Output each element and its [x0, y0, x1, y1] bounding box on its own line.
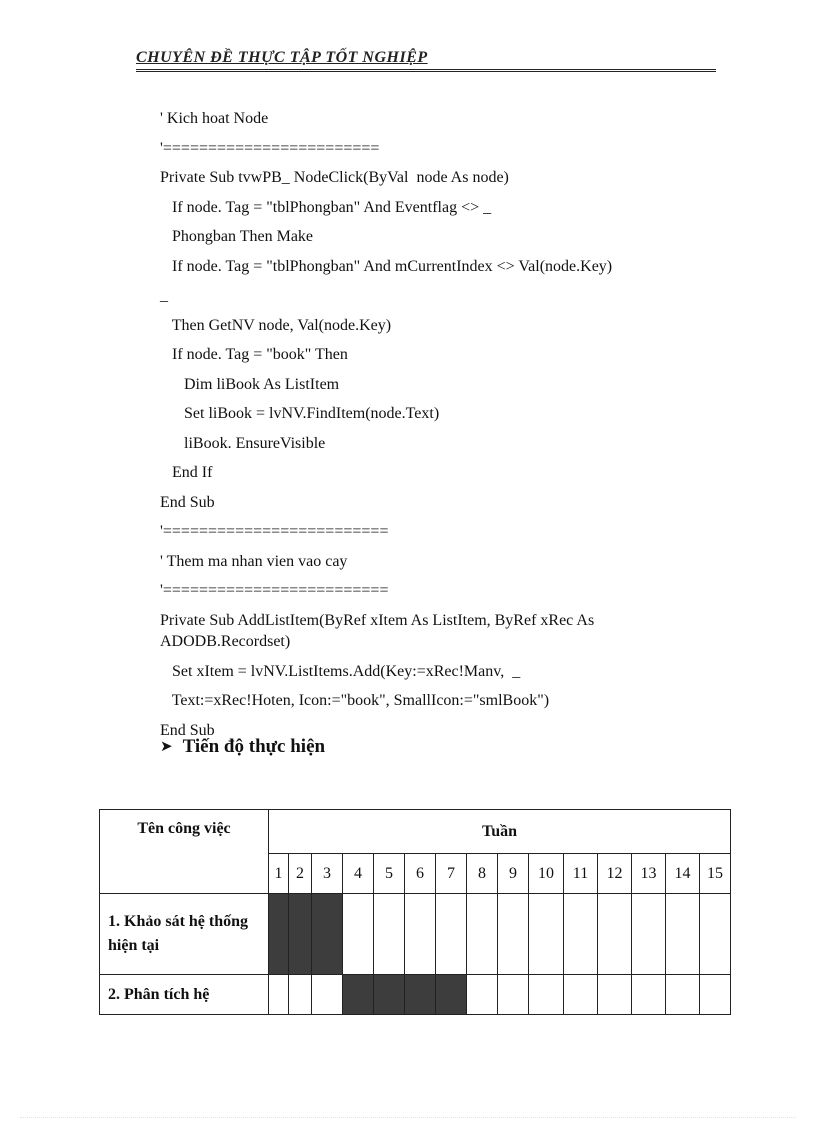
- week-number-cell: 12: [598, 854, 632, 894]
- table-row: [100, 975, 731, 1015]
- gantt-empty-cell: [289, 975, 312, 1015]
- code-block: [160, 104, 720, 745]
- week-number-cell: 5: [374, 854, 405, 894]
- section-title: Tiến độ thực hiện: [182, 736, 326, 757]
- week-number-cell: 6: [405, 854, 436, 894]
- code-line: If node. Tag = "book" Then: [160, 346, 348, 363]
- code-line: Dim liBook As ListItem: [160, 375, 340, 393]
- code-line: '=========================: [160, 523, 389, 540]
- gantt-bar-cell: [436, 975, 467, 1015]
- gantt-empty-cell: [598, 975, 632, 1015]
- gantt-bar-cell: [405, 975, 436, 1015]
- week-number-cell: 2: [289, 854, 312, 894]
- weeks-header: Tuần: [269, 810, 731, 854]
- schedule-table: [99, 809, 731, 1015]
- code-line: Private Sub AddListItem(ByRef xItem As ListItem, ByRef xRec As ADODB.Recordset): [160, 611, 595, 650]
- page-header: [136, 48, 716, 68]
- gantt-empty-cell: [598, 894, 632, 975]
- week-number-cell: 13: [632, 854, 666, 894]
- gantt-empty-cell: [436, 894, 467, 975]
- gantt-empty-cell: [467, 975, 498, 1015]
- code-line: Phongban Then Make: [160, 228, 314, 245]
- table-row: [100, 894, 731, 975]
- gantt-empty-cell: [405, 894, 436, 975]
- header-title: CHUYÊN ĐỀ THỰC TẬP TỐT NGHIỆP: [136, 49, 428, 66]
- arrow-bullet-icon: ➤: [160, 737, 173, 755]
- footer-divider: [20, 1117, 796, 1118]
- code-line: ' Them ma nhan vien vao cay: [160, 552, 348, 570]
- gantt-empty-cell: [529, 894, 564, 975]
- code-line: Private Sub tvwPB_ NodeClick(ByVal node As node): [160, 169, 509, 186]
- gantt-empty-cell: [312, 975, 343, 1015]
- gantt-bar-cell: [312, 894, 343, 975]
- week-number-cell: 10: [529, 854, 564, 894]
- code-line: If node. Tag = "tblPhongban" And mCurrentIndex <> Val(node.Key): [160, 257, 613, 275]
- header-rule: [136, 69, 716, 72]
- gantt-empty-cell: [374, 894, 405, 975]
- week-number-cell: 7: [436, 854, 467, 894]
- week-number-cell: 9: [498, 854, 529, 894]
- gantt-empty-cell: [632, 894, 666, 975]
- code-line: '=========================: [160, 582, 389, 599]
- gantt-bar-cell: [374, 975, 405, 1015]
- code-line: Text:=xRec!Hoten, Icon:="book", SmallIcon:="smlBook"): [160, 692, 550, 709]
- gantt-empty-cell: [498, 975, 529, 1015]
- gantt-empty-cell: [632, 975, 666, 1015]
- task-column-header: Tên công việc: [100, 810, 269, 894]
- gantt-bar-cell: [289, 894, 312, 975]
- code-line: Set liBook = lvNV.FindItem(node.Text): [160, 405, 440, 422]
- code-line: End If: [160, 464, 213, 481]
- code-line: End Sub: [160, 721, 215, 739]
- gantt-empty-cell: [269, 975, 289, 1015]
- gantt-empty-cell: [529, 975, 564, 1015]
- week-number-cell: 8: [467, 854, 498, 894]
- code-line: liBook. EnsureVisible: [160, 434, 326, 452]
- code-line: End Sub: [160, 493, 215, 511]
- code-line: _: [160, 287, 168, 304]
- gantt-empty-cell: [666, 894, 700, 975]
- code-line: Set xItem = lvNV.ListItems.Add(Key:=xRec!Manv, _: [160, 662, 521, 680]
- section-heading: [160, 736, 325, 758]
- week-number-cell: 15: [700, 854, 731, 894]
- code-line: If node. Tag = "tblPhongban" And Eventflag <> _: [160, 198, 492, 216]
- gantt-bar-cell: [343, 975, 374, 1015]
- gantt-empty-cell: [700, 894, 731, 975]
- gantt-empty-cell: [700, 975, 731, 1015]
- week-number-cell: 3: [312, 854, 343, 894]
- week-number-cell: 14: [666, 854, 700, 894]
- code-line: Then GetNV node, Val(node.Key): [160, 316, 392, 334]
- gantt-empty-cell: [343, 894, 374, 975]
- week-number-cell: 4: [343, 854, 374, 894]
- task-name: 2. Phân tích hệ: [100, 975, 269, 1015]
- week-number-cell: 1: [269, 854, 289, 894]
- gantt-empty-cell: [666, 975, 700, 1015]
- code-line: ' Kich hoat Node: [160, 110, 269, 127]
- gantt-empty-cell: [467, 894, 498, 975]
- gantt-bar-cell: [269, 894, 289, 975]
- gantt-empty-cell: [498, 894, 529, 975]
- gantt-empty-cell: [564, 894, 598, 975]
- gantt-empty-cell: [564, 975, 598, 1015]
- week-number-cell: 11: [564, 854, 598, 894]
- code-line: '========================: [160, 139, 380, 157]
- task-name: 1. Khảo sát hệ thống hiện tại: [100, 894, 269, 975]
